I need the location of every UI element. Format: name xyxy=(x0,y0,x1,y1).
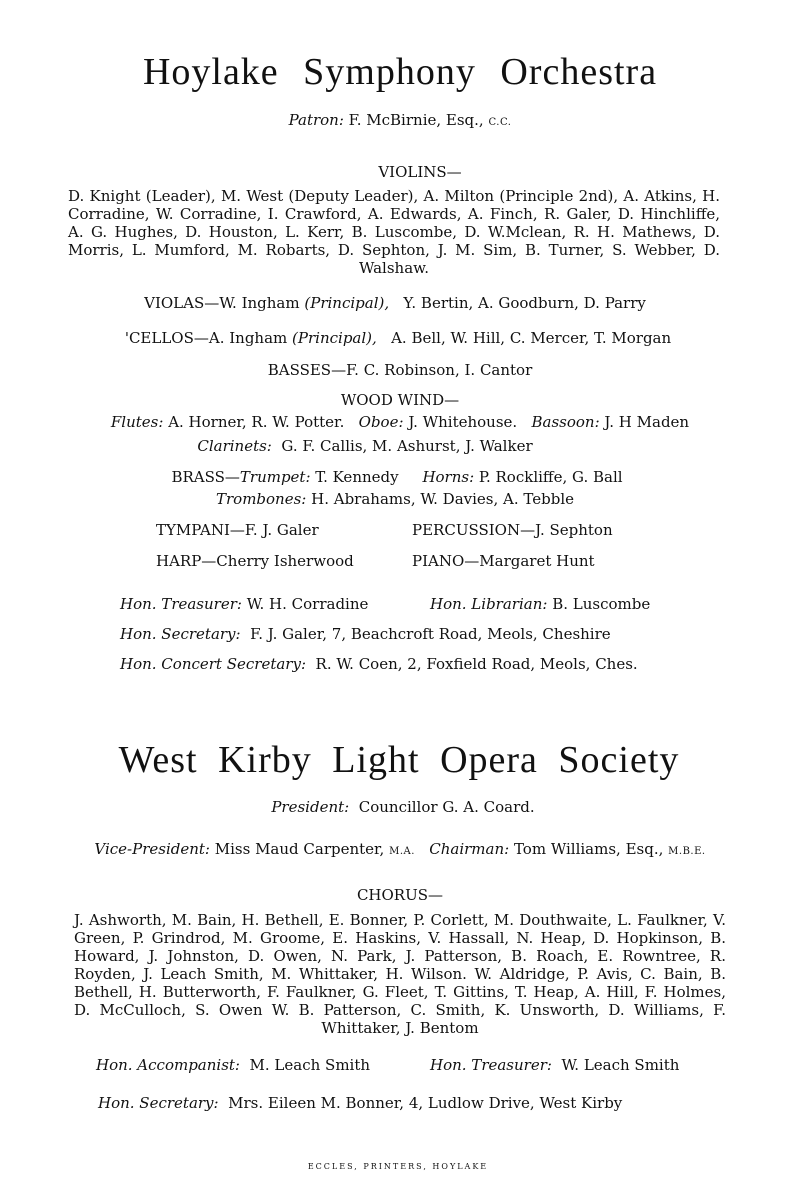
orchestra-secretary-name: F. J. Galer, 7, Beachcroft Road, Meols, Cheshire xyxy=(250,625,611,643)
oboe-names: J. Whitehouse. xyxy=(408,413,518,431)
percussion-line: PERCUSSION—J. Sephton xyxy=(412,521,613,539)
woodwind-line-1 xyxy=(0,413,800,432)
chorus-list: J. Ashworth, M. Bain, H. Bethell, E. Bonner, P. Corlett, M. Douthwaite, L. Faulkner, V. Green, P. Grindrod, M. Groome, E. Haskins, V. Hassall, N. Heap, D. Hopkinson, B. Howard, J. Johnston, D. Owen, N. Park, J. Patterson, B. Roach, E. Rowntree, R. Royden, J. Leach Smith, M. Whittaker, H. Wilson. W. Aldridge, P. Avis, C. Bain, B. Bethell, H. Butterworth, F. Faulkner, G. Fleet, T. Gittins, T. Heap, A. Hill, F. Holmes, D. McCulloch, S. Owen W. B. Patterson, C. Smith, K. Unsworth, D. Williams, F. Whittaker, J. Bentom xyxy=(74,911,726,1037)
brass-line-1 xyxy=(0,468,797,487)
chairman-label: Chairman: xyxy=(429,840,510,858)
flutes-label: Flutes: xyxy=(110,413,164,431)
piano-line: PIANO—Margaret Hunt xyxy=(412,552,595,570)
violas-rest: Y. Bertin, A. Goodburn, D. Parry xyxy=(403,294,646,312)
concert-secretary-name: R. W. Coen, 2, Foxfield Road, Meols, Ches. xyxy=(315,655,638,673)
opera-president xyxy=(3,798,800,817)
opera-treasurer xyxy=(430,1056,679,1075)
basses-line: BASSES—F. C. Robinson, I. Cantor xyxy=(267,361,533,379)
printer-imprint: ECCLES, PRINTERS, HOYLAKE xyxy=(307,1162,489,1171)
horns-names: P. Rockliffe, G. Ball xyxy=(478,468,623,486)
concert-secretary-label: Hon. Concert Secretary: xyxy=(120,655,306,673)
cellos-principal: (Principal), xyxy=(292,329,377,347)
president-label: President: xyxy=(271,798,350,816)
cellos-rest: A. Bell, W. Hill, C. Mercer, T. Morgan xyxy=(391,329,672,347)
brass-label: BRASS— xyxy=(171,468,240,486)
opera-treasurer-label: Hon. Treasurer: xyxy=(430,1056,552,1074)
patron-label: Patron: xyxy=(288,111,344,129)
trumpet-label: Trumpet: xyxy=(239,468,311,486)
opera-secretary-label: Hon. Secretary: xyxy=(98,1094,219,1112)
opera-title: West Kirby Light Opera Society xyxy=(118,739,680,781)
clarinets-names: G. F. Callis, M. Ashurst, J. Walker xyxy=(281,437,533,455)
trumpet-names: T. Kennedy xyxy=(315,468,399,486)
concert-secretary xyxy=(120,655,638,674)
violas-line xyxy=(0,294,795,313)
violins-heading: VIOLINS— xyxy=(378,163,462,181)
cellos-label: 'CELLOS—A. Ingham xyxy=(124,329,288,347)
opera-treasurer-name: W. Leach Smith xyxy=(561,1056,680,1074)
librarian-name: B. Luscombe xyxy=(552,595,651,613)
opera-accompanist xyxy=(96,1056,370,1075)
opera-secretary-name: Mrs. Eileen M. Bonner, 4, Ludlow Drive, West Kirby xyxy=(228,1094,623,1112)
orchestra-librarian xyxy=(430,595,650,614)
woodwind-heading: WOOD WIND— xyxy=(340,391,460,409)
vice-president-name: Miss Maud Carpenter, xyxy=(214,840,385,858)
woodwind-line-2 xyxy=(0,437,765,456)
opera-officers xyxy=(0,840,800,861)
orchestra-secretary xyxy=(120,625,611,644)
orchestra-treasurer-label: Hon. Treasurer: xyxy=(120,595,242,613)
violas-principal: (Principal), xyxy=(304,294,390,312)
clarinets-label: Clarinets: xyxy=(197,437,272,455)
tympani-line: TYMPANI—F. J. Galer xyxy=(156,521,319,539)
bassoon-names: J. H Maden xyxy=(604,413,690,431)
brass-line-2 xyxy=(0,490,795,509)
accompanist-label: Hon. Accompanist: xyxy=(96,1056,240,1074)
president-name: Councillor G. A. Coard. xyxy=(358,798,535,816)
violins-list: D. Knight (Leader), M. West (Deputy Leader), A. Milton (Principle 2nd), A. Atkins, H. Corradine, W. Corradine, I. Crawford, A. Edwards, A. Finch, R. Galer, D. Hinchliffe, A. G. Hughes, D. Houston, L. Kerr, B. Luscombe, D. W.Mclean, R. H. Mathews, D. Morris, L. Mumford, M. Robarts, D. Sephton, J. M. Sim, B. Turner, S. Webber, D. Walshaw. xyxy=(68,187,720,277)
orchestra-treasurer xyxy=(120,595,368,614)
orchestra-secretary-label: Hon. Secretary: xyxy=(120,625,241,643)
chorus-heading: CHORUS— xyxy=(356,886,444,904)
harp-line: HARP—Cherry Isherwood xyxy=(156,552,354,570)
oboe-label: Oboe: xyxy=(358,413,404,431)
orchestra-title: Hoylake Symphony Orchestra xyxy=(142,51,658,93)
chairman-suffix: M.B.E. xyxy=(668,846,706,857)
flutes-names: A. Horner, R. W. Potter. xyxy=(168,413,345,431)
orchestra-patron xyxy=(0,111,800,132)
trombones-names: H. Abrahams, W. Davies, A. Tebble xyxy=(311,490,574,508)
vice-president-label: Vice-President: xyxy=(94,840,210,858)
violas-label: VIOLAS—W. Ingham xyxy=(144,294,300,312)
trombones-label: Trombones: xyxy=(215,490,307,508)
bassoon-label: Bassoon: xyxy=(531,413,600,431)
horns-label: Horns: xyxy=(422,468,475,486)
librarian-label: Hon. Librarian: xyxy=(430,595,548,613)
chairman-name: Tom Williams, Esq., xyxy=(513,840,664,858)
cellos-line xyxy=(0,329,798,348)
opera-secretary xyxy=(98,1094,622,1113)
orchestra-treasurer-name: W. H. Corradine xyxy=(246,595,369,613)
patron-name: F. McBirnie, Esq., xyxy=(348,111,484,129)
accompanist-name: M. Leach Smith xyxy=(249,1056,371,1074)
patron-suffix: C.C. xyxy=(488,117,512,128)
vice-president-suffix: M.A. xyxy=(389,846,415,857)
